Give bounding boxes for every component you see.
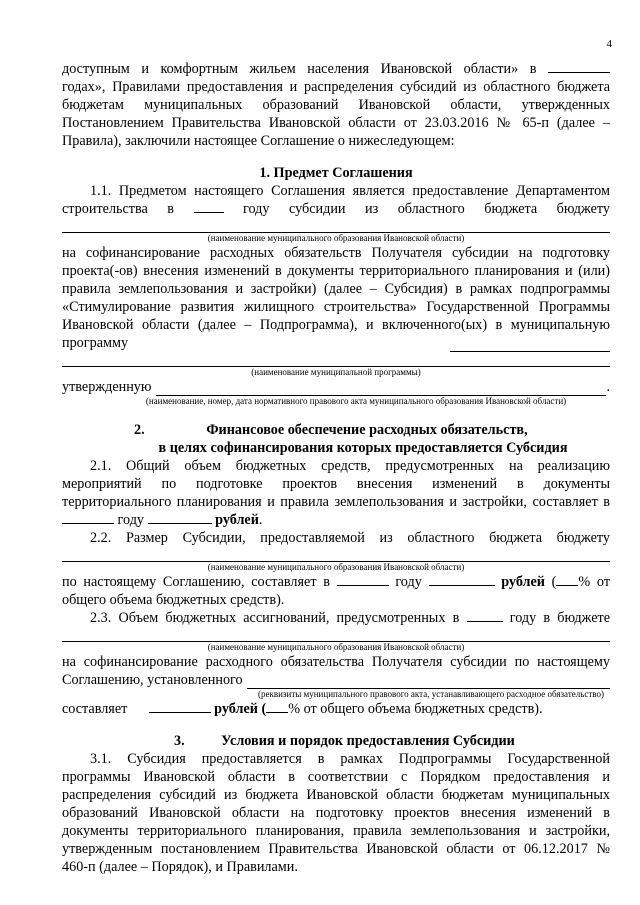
blank-field bbox=[467, 609, 503, 622]
field-caption: (наименование, номер, дата нормативного правового акта муниципального образования Ивановской области) bbox=[145, 396, 567, 406]
blank-field bbox=[194, 200, 224, 213]
field-caption: (наименование муниципального образования Ивановской области) bbox=[207, 562, 465, 572]
blank-line bbox=[62, 547, 610, 562]
paragraph-line: строительства в году субсидии из областного бюджета бюджету bbox=[62, 201, 611, 217]
paragraph-line: по настоящему Соглашению, составляет в году рублей ( % от bbox=[62, 574, 611, 590]
paragraph-line: году рублей. bbox=[62, 511, 610, 529]
section2-heading: 2. Финансовое обеспечение расходных обязательств, bbox=[134, 422, 528, 438]
blank-field bbox=[548, 60, 610, 73]
field-caption: (реквизиты муниципального правового акта, устанавливающего расходное обязательство) bbox=[258, 689, 604, 699]
paragraph-line: документы территориального планирования, правила землепользования и застройки, bbox=[62, 823, 610, 839]
blank-field bbox=[556, 573, 578, 586]
blank-line bbox=[62, 218, 610, 233]
intro-line: доступным и комфортным жильем населения Ивановской области» в bbox=[62, 60, 610, 78]
paragraph-line: составляет рублей ( % от общего объема бюджетных средств). bbox=[62, 701, 543, 717]
blank-field bbox=[148, 511, 212, 524]
intro-line: бюджетам муниципальных образований Ивановской области, утвержденных bbox=[62, 97, 610, 113]
paragraph-line: распределения субсидий из бюджета Ивановской области бюджетам муниципальных bbox=[62, 787, 610, 803]
intro-line: Правила), заключили настоящее Соглашение о нижеследующем: bbox=[62, 133, 455, 149]
blank-field bbox=[149, 700, 211, 713]
blank-line bbox=[62, 352, 610, 367]
paragraph-line: образований Ивановской области на подготовку проектов внесения изменений в bbox=[62, 805, 610, 821]
paragraph-line: мероприятий по подготовке проектов внесения изменений в документы bbox=[62, 476, 610, 492]
paragraph-line: 2.2. Размер Субсидии, предоставляемой из областного бюджета бюджету bbox=[90, 530, 610, 546]
page-number: 4 bbox=[606, 38, 612, 50]
paragraph-line: на софинансирование расходных обязательств Получателя субсидии на подготовку bbox=[62, 245, 610, 261]
section3-heading: 3. Условия и порядок предоставления Субсидии bbox=[174, 733, 515, 749]
paragraph-line: проекта(-ов) внесения изменений в документы территориального планирования и (или) bbox=[62, 263, 610, 279]
blank-field bbox=[429, 573, 495, 586]
blank-field bbox=[266, 700, 288, 713]
section2-heading-line2: в целях софинансирования которых предоставляется Субсидия bbox=[158, 440, 568, 456]
field-caption: (наименование муниципального образования Ивановской области) bbox=[207, 642, 465, 652]
intro-line: годах», Правилами предоставления и распределения субсидий из областного бюджета bbox=[62, 79, 610, 95]
paragraph-line: на софинансирование расходного обязательства Получателя субсидии по настоящему bbox=[62, 654, 610, 670]
intro-line: Постановлением Правительства Ивановской области от 23.03.2016 № 65-п (далее – bbox=[62, 115, 610, 131]
field-caption: (наименование муниципальной программы) bbox=[251, 367, 421, 377]
paragraph-line: Соглашению, установленного bbox=[62, 671, 610, 689]
blank-field bbox=[62, 511, 114, 524]
section1-heading: 1. Предмет Соглашения bbox=[259, 165, 413, 181]
blank-field bbox=[247, 675, 610, 689]
paragraph-line: «Стимулирование развития жилищного строительства» Государственной Программы bbox=[62, 299, 610, 315]
paragraph-line: правила землепользования и застройки) (далее – Субсидия) в рамках подпрограммы bbox=[62, 281, 610, 297]
paragraph-line: 460-п (далее – Порядок), и Правилами. bbox=[62, 859, 298, 875]
blank-field bbox=[450, 339, 610, 352]
field-caption: (наименование муниципального образования Ивановской области) bbox=[207, 233, 465, 243]
paragraph-line: утвержденным постановлением Правительства Ивановской области от 06.12.2017 № bbox=[62, 841, 610, 857]
paragraph-line: программу bbox=[62, 334, 610, 352]
document-body bbox=[62, 60, 610, 876]
paragraph-line: Ивановской области (далее – Подпрограмма), и включенного(ых) в муниципальную bbox=[62, 317, 610, 333]
paragraph-line: программы Ивановской области в соответствии с Порядком предоставления и bbox=[62, 769, 610, 785]
paragraph-line: 3.1. Субсидия предоставляется в рамках Подпрограммы Государственной bbox=[90, 751, 610, 767]
blank-line bbox=[62, 627, 610, 642]
paragraph-line: территориального планирования и правила землепользования и застройки, составляет в bbox=[62, 494, 610, 510]
blank-field bbox=[337, 573, 389, 586]
paragraph-line: 2.3. Объем бюджетных ассигнований, предусмотренных в году в бюджете bbox=[90, 610, 611, 626]
paragraph-line: 2.1. Общий объем бюджетных средств, предусмотренных на реализацию bbox=[90, 458, 610, 474]
paragraph-line: общего объема бюджетных средств). bbox=[62, 592, 285, 608]
paragraph-line: 1.1. Предметом настоящего Соглашения является предоставление Департаментом bbox=[90, 183, 610, 199]
paragraph-line: утвержденную . bbox=[62, 379, 610, 395]
blank-field bbox=[156, 382, 607, 396]
